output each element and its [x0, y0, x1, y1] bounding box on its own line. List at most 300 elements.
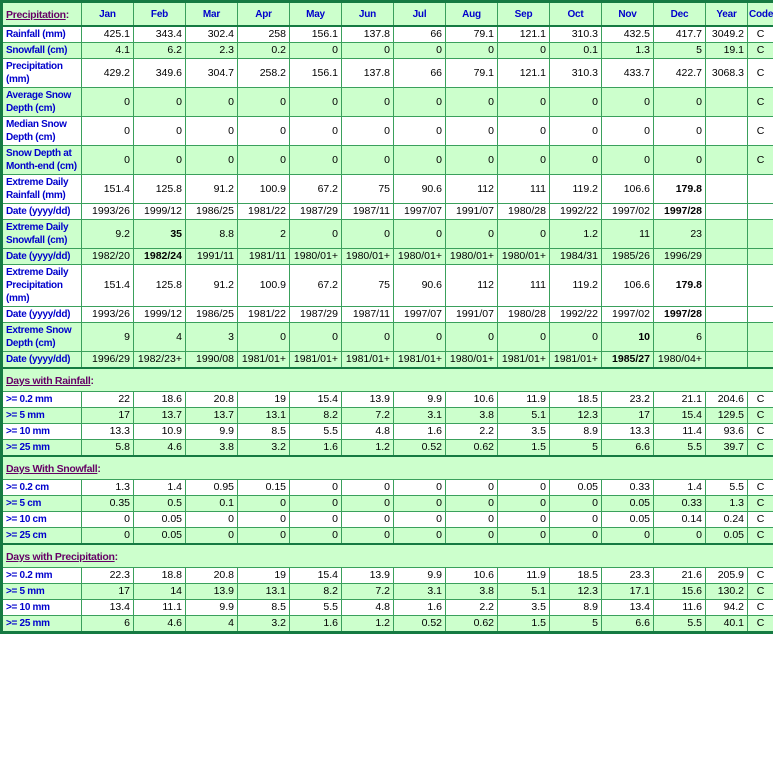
row-label: Date (yyyy/dd)	[2, 204, 82, 220]
data-cell: 15.4	[290, 392, 342, 408]
data-cell: 0	[602, 88, 654, 117]
data-cell: 179.8	[654, 265, 706, 307]
data-cell: 205.9	[706, 568, 748, 584]
data-cell: 0.2	[238, 43, 290, 59]
code-cell: C	[748, 584, 773, 600]
code-cell: C	[748, 496, 773, 512]
row-label: Average Snow Depth (cm)	[2, 88, 82, 117]
data-cell: 422.7	[654, 59, 706, 88]
data-cell	[706, 249, 748, 265]
section-header-row	[2, 456, 773, 480]
data-cell: 0	[446, 146, 498, 175]
data-cell: 1990/08	[186, 352, 238, 369]
column-header-feb: Feb	[134, 2, 186, 27]
data-cell: 3.1	[394, 408, 446, 424]
data-cell: 6.6	[602, 440, 654, 457]
data-cell: 1.6	[290, 440, 342, 457]
data-cell: 6	[654, 323, 706, 352]
data-cell: 10.6	[446, 568, 498, 584]
data-cell: 0	[394, 88, 446, 117]
row-label: >= 25 mm	[2, 440, 82, 457]
data-cell: 8.9	[550, 424, 602, 440]
column-header-code: Code	[748, 2, 773, 27]
data-cell: 1980/01+	[342, 249, 394, 265]
data-cell: 1.4	[654, 480, 706, 496]
data-cell: 17.1	[602, 584, 654, 600]
data-cell: 90.6	[394, 175, 446, 204]
data-cell: 0	[394, 43, 446, 59]
data-cell: 4	[134, 323, 186, 352]
table-row	[2, 392, 773, 408]
data-cell: 15.4	[654, 408, 706, 424]
data-cell: 2.2	[446, 600, 498, 616]
data-cell: 310.3	[550, 59, 602, 88]
data-cell: 67.2	[290, 175, 342, 204]
table-row	[2, 175, 773, 204]
code-cell	[748, 265, 773, 307]
data-cell: 0	[602, 528, 654, 545]
table-row	[2, 249, 773, 265]
data-cell: 0	[82, 146, 134, 175]
data-cell: 13.3	[602, 424, 654, 440]
data-cell: 8.9	[550, 600, 602, 616]
data-cell: 0	[290, 528, 342, 545]
data-cell: 1993/26	[82, 307, 134, 323]
data-cell: 10.6	[446, 392, 498, 408]
data-cell: 0	[238, 88, 290, 117]
data-cell: 20.8	[186, 392, 238, 408]
code-cell: C	[748, 480, 773, 496]
data-cell: 0	[290, 88, 342, 117]
data-cell: 1.4	[134, 480, 186, 496]
data-cell: 0	[446, 512, 498, 528]
data-cell: 0	[550, 496, 602, 512]
data-cell: 1981/22	[238, 307, 290, 323]
data-cell: 0	[238, 146, 290, 175]
column-header-sep: Sep	[498, 2, 550, 27]
data-cell: 0	[290, 146, 342, 175]
data-cell	[706, 88, 748, 117]
data-cell: 0	[394, 146, 446, 175]
data-cell: 0	[134, 117, 186, 146]
data-cell: 0.05	[602, 496, 654, 512]
data-cell: 21.1	[654, 392, 706, 408]
data-cell: 1981/01+	[498, 352, 550, 369]
column-header-jan: Jan	[82, 2, 134, 27]
data-cell: 0	[394, 496, 446, 512]
precipitation-link[interactable]: Precipitation	[6, 9, 66, 21]
data-cell: 0	[82, 512, 134, 528]
code-cell: C	[748, 408, 773, 424]
section-link[interactable]: Days With Snowfall	[6, 463, 98, 475]
data-cell: 3.5	[498, 424, 550, 440]
data-cell: 0	[394, 220, 446, 249]
column-header-aug: Aug	[446, 2, 498, 27]
data-cell: 6	[82, 616, 134, 633]
code-cell	[748, 307, 773, 323]
data-cell: 13.1	[238, 584, 290, 600]
data-cell: 1991/11	[186, 249, 238, 265]
data-cell: 119.2	[550, 175, 602, 204]
data-cell	[706, 146, 748, 175]
data-cell: 2.2	[446, 424, 498, 440]
data-cell: 0.5	[134, 496, 186, 512]
colon-text: :	[90, 375, 94, 387]
data-cell: 0	[342, 528, 394, 545]
data-cell: 5.5	[706, 480, 748, 496]
data-cell: 0	[238, 512, 290, 528]
data-cell: 0	[82, 117, 134, 146]
data-cell: 18.5	[550, 568, 602, 584]
data-cell: 17	[82, 408, 134, 424]
data-cell: 343.4	[134, 26, 186, 43]
table-row	[2, 26, 773, 43]
row-label: >= 10 cm	[2, 512, 82, 528]
data-cell: 112	[446, 265, 498, 307]
table-row	[2, 424, 773, 440]
data-cell: 3068.3	[706, 59, 748, 88]
data-cell: 0	[498, 496, 550, 512]
data-cell: 1991/07	[446, 307, 498, 323]
code-cell	[748, 352, 773, 369]
column-header-nov: Nov	[602, 2, 654, 27]
data-cell: 9.2	[82, 220, 134, 249]
data-cell: 1981/01+	[550, 352, 602, 369]
data-cell: 304.7	[186, 59, 238, 88]
data-cell: 0	[654, 528, 706, 545]
code-cell: C	[748, 88, 773, 117]
table-row	[2, 323, 773, 352]
data-cell: 8.8	[186, 220, 238, 249]
data-cell: 0	[342, 43, 394, 59]
row-label: >= 25 mm	[2, 616, 82, 633]
data-cell: 1986/25	[186, 204, 238, 220]
data-cell: 0	[602, 117, 654, 146]
row-label: Snowfall (cm)	[2, 43, 82, 59]
data-cell: 8.5	[238, 600, 290, 616]
column-header-jul: Jul	[394, 2, 446, 27]
data-cell: 7.2	[342, 584, 394, 600]
data-cell: 0.52	[394, 616, 446, 633]
data-cell: 1993/26	[82, 204, 134, 220]
data-cell: 8.2	[290, 408, 342, 424]
data-cell: 13.9	[342, 392, 394, 408]
data-cell: 1991/07	[446, 204, 498, 220]
data-cell: 12.3	[550, 408, 602, 424]
data-cell: 15.4	[290, 568, 342, 584]
data-cell: 1981/01+	[394, 352, 446, 369]
code-cell: C	[748, 392, 773, 408]
data-cell: 0	[446, 496, 498, 512]
data-cell: 0	[342, 117, 394, 146]
data-cell: 429.2	[82, 59, 134, 88]
data-cell: 1997/28	[654, 307, 706, 323]
data-cell: 23.2	[602, 392, 654, 408]
data-cell	[706, 307, 748, 323]
code-cell	[748, 249, 773, 265]
data-cell: 39.7	[706, 440, 748, 457]
data-cell: 5	[550, 440, 602, 457]
data-cell: 1.5	[498, 616, 550, 633]
data-cell: 0.24	[706, 512, 748, 528]
data-cell: 100.9	[238, 175, 290, 204]
data-cell: 1981/22	[238, 204, 290, 220]
data-cell: 0	[550, 323, 602, 352]
data-cell: 0	[342, 512, 394, 528]
data-cell: 1.3	[706, 496, 748, 512]
data-cell: 14	[134, 584, 186, 600]
data-cell: 1.6	[394, 424, 446, 440]
data-cell: 1999/12	[134, 204, 186, 220]
table-row	[2, 352, 773, 369]
data-cell: 11.6	[654, 600, 706, 616]
data-cell: 100.9	[238, 265, 290, 307]
data-cell: 3.8	[186, 440, 238, 457]
data-cell: 0.33	[602, 480, 654, 496]
data-cell: 0	[290, 117, 342, 146]
data-cell: 137.8	[342, 26, 394, 43]
row-label: >= 5 cm	[2, 496, 82, 512]
data-cell: 1996/29	[82, 352, 134, 369]
data-cell	[706, 175, 748, 204]
data-cell: 4.6	[134, 440, 186, 457]
code-cell	[748, 204, 773, 220]
data-cell: 1980/01+	[446, 352, 498, 369]
data-cell: 121.1	[498, 59, 550, 88]
data-cell: 2	[238, 220, 290, 249]
row-label: >= 10 mm	[2, 424, 82, 440]
data-cell: 0	[446, 88, 498, 117]
data-cell: 1992/22	[550, 307, 602, 323]
data-cell: 0	[186, 117, 238, 146]
data-cell: 0	[550, 88, 602, 117]
data-cell: 1.2	[342, 616, 394, 633]
data-cell: 9.9	[186, 600, 238, 616]
row-label: Extreme Snow Depth (cm)	[2, 323, 82, 352]
data-cell: 0	[290, 220, 342, 249]
data-cell: 0.05	[706, 528, 748, 545]
data-cell: 156.1	[290, 26, 342, 43]
data-cell: 4.8	[342, 600, 394, 616]
data-cell: 0.1	[186, 496, 238, 512]
data-cell: 3.8	[446, 408, 498, 424]
data-cell: 1980/28	[498, 307, 550, 323]
data-cell: 5.1	[498, 584, 550, 600]
row-label: >= 5 mm	[2, 408, 82, 424]
data-cell: 8.2	[290, 584, 342, 600]
data-cell: 0	[186, 512, 238, 528]
data-cell	[706, 265, 748, 307]
data-cell: 0.05	[134, 512, 186, 528]
row-label: Snow Depth at Month-end (cm)	[2, 146, 82, 175]
data-cell: 0	[602, 146, 654, 175]
data-cell: 130.2	[706, 584, 748, 600]
data-cell: 23	[654, 220, 706, 249]
data-cell: 0.62	[446, 616, 498, 633]
data-cell: 22	[82, 392, 134, 408]
data-cell: 0.05	[602, 512, 654, 528]
data-cell: 1999/12	[134, 307, 186, 323]
colon-text: :	[97, 463, 101, 475]
data-cell: 9	[82, 323, 134, 352]
section-header-cell	[2, 456, 773, 480]
data-cell: 1997/28	[654, 204, 706, 220]
data-cell: 1982/20	[82, 249, 134, 265]
row-label: Precipitation (mm)	[2, 59, 82, 88]
colon-text: :	[65, 9, 70, 21]
data-cell: 21.6	[654, 568, 706, 584]
data-cell: 4.8	[342, 424, 394, 440]
data-cell	[706, 117, 748, 146]
table-row	[2, 204, 773, 220]
data-cell: 4.6	[134, 616, 186, 633]
section-header-cell	[2, 544, 773, 568]
data-cell: 433.7	[602, 59, 654, 88]
data-cell: 17	[602, 408, 654, 424]
data-cell: 0	[498, 220, 550, 249]
data-cell: 11.9	[498, 392, 550, 408]
data-cell: 151.4	[82, 175, 134, 204]
table-row	[2, 480, 773, 496]
data-cell: 0	[654, 88, 706, 117]
data-cell: 7.2	[342, 408, 394, 424]
section-link[interactable]: Days with Rainfall	[6, 375, 91, 387]
table-row	[2, 568, 773, 584]
data-cell: 1981/01+	[342, 352, 394, 369]
data-cell: 5.5	[654, 616, 706, 633]
data-cell: 1.3	[82, 480, 134, 496]
data-cell: 0	[290, 496, 342, 512]
code-cell: C	[748, 43, 773, 59]
data-cell: 91.2	[186, 175, 238, 204]
data-cell: 4.1	[82, 43, 134, 59]
data-cell: 3.8	[446, 584, 498, 600]
data-cell: 67.2	[290, 265, 342, 307]
row-label: Extreme Daily Rainfall (mm)	[2, 175, 82, 204]
data-cell: 0	[394, 512, 446, 528]
data-cell: 0	[446, 480, 498, 496]
data-cell: 3049.2	[706, 26, 748, 43]
data-cell: 5.5	[290, 424, 342, 440]
data-cell: 1985/27	[602, 352, 654, 369]
data-cell: 0.05	[550, 480, 602, 496]
column-header-dec: Dec	[654, 2, 706, 27]
data-cell: 79.1	[446, 26, 498, 43]
data-cell: 9.9	[186, 424, 238, 440]
data-cell: 5.8	[82, 440, 134, 457]
row-label: Date (yyyy/dd)	[2, 249, 82, 265]
data-cell: 22.3	[82, 568, 134, 584]
data-cell: 0	[342, 220, 394, 249]
column-header-jun: Jun	[342, 2, 394, 27]
data-cell: 1997/02	[602, 307, 654, 323]
data-cell: 137.8	[342, 59, 394, 88]
data-cell: 0	[342, 496, 394, 512]
data-cell: 3	[186, 323, 238, 352]
data-cell: 417.7	[654, 26, 706, 43]
data-cell: 151.4	[82, 265, 134, 307]
column-header-mar: Mar	[186, 2, 238, 27]
data-cell: 0	[394, 480, 446, 496]
data-cell: 19	[238, 568, 290, 584]
data-cell: 0	[498, 146, 550, 175]
data-cell: 310.3	[550, 26, 602, 43]
data-cell: 13.1	[238, 408, 290, 424]
data-cell: 13.4	[602, 600, 654, 616]
data-cell: 0	[290, 512, 342, 528]
data-cell: 119.2	[550, 265, 602, 307]
code-cell: C	[748, 117, 773, 146]
data-cell: 125.8	[134, 175, 186, 204]
data-cell: 0	[82, 528, 134, 545]
data-cell: 111	[498, 175, 550, 204]
section-link[interactable]: Days with Precipitation	[6, 551, 115, 563]
data-cell: 0	[342, 323, 394, 352]
data-cell: 1982/24	[134, 249, 186, 265]
code-cell: C	[748, 600, 773, 616]
data-cell: 349.6	[134, 59, 186, 88]
data-cell: 0	[186, 146, 238, 175]
data-cell: 19.1	[706, 43, 748, 59]
data-cell: 0	[654, 117, 706, 146]
data-cell: 13.7	[134, 408, 186, 424]
data-cell: 8.5	[238, 424, 290, 440]
data-cell: 1980/01+	[446, 249, 498, 265]
data-cell: 90.6	[394, 265, 446, 307]
data-cell: 6.6	[602, 616, 654, 633]
data-cell: 2.3	[186, 43, 238, 59]
table-row	[2, 600, 773, 616]
data-cell: 0	[394, 117, 446, 146]
data-cell: 258	[238, 26, 290, 43]
corner-cell	[2, 2, 82, 27]
data-cell: 1996/29	[654, 249, 706, 265]
data-cell: 0	[498, 117, 550, 146]
code-cell: C	[748, 568, 773, 584]
row-label: Extreme Daily Snowfall (cm)	[2, 220, 82, 249]
data-cell: 75	[342, 265, 394, 307]
data-cell: 0	[238, 117, 290, 146]
header-row	[2, 2, 773, 27]
data-cell: 1997/02	[602, 204, 654, 220]
data-cell: 0	[550, 528, 602, 545]
data-cell: 204.6	[706, 392, 748, 408]
data-cell: 11.1	[134, 600, 186, 616]
data-cell: 125.8	[134, 265, 186, 307]
data-cell: 9.9	[394, 568, 446, 584]
data-cell	[706, 323, 748, 352]
data-cell: 0	[498, 512, 550, 528]
data-cell: 11	[602, 220, 654, 249]
data-cell: 75	[342, 175, 394, 204]
row-label: >= 25 cm	[2, 528, 82, 545]
data-cell: 1.3	[602, 43, 654, 59]
data-cell: 1981/01+	[238, 352, 290, 369]
column-header-may: May	[290, 2, 342, 27]
row-label: >= 0.2 mm	[2, 568, 82, 584]
data-cell: 302.4	[186, 26, 238, 43]
data-cell: 0	[238, 496, 290, 512]
table-row	[2, 616, 773, 633]
data-cell: 111	[498, 265, 550, 307]
table-row	[2, 43, 773, 59]
data-cell: 66	[394, 59, 446, 88]
data-cell: 23.3	[602, 568, 654, 584]
code-cell: C	[748, 528, 773, 545]
data-cell: 1986/25	[186, 307, 238, 323]
table-row	[2, 408, 773, 424]
table-row	[2, 528, 773, 545]
